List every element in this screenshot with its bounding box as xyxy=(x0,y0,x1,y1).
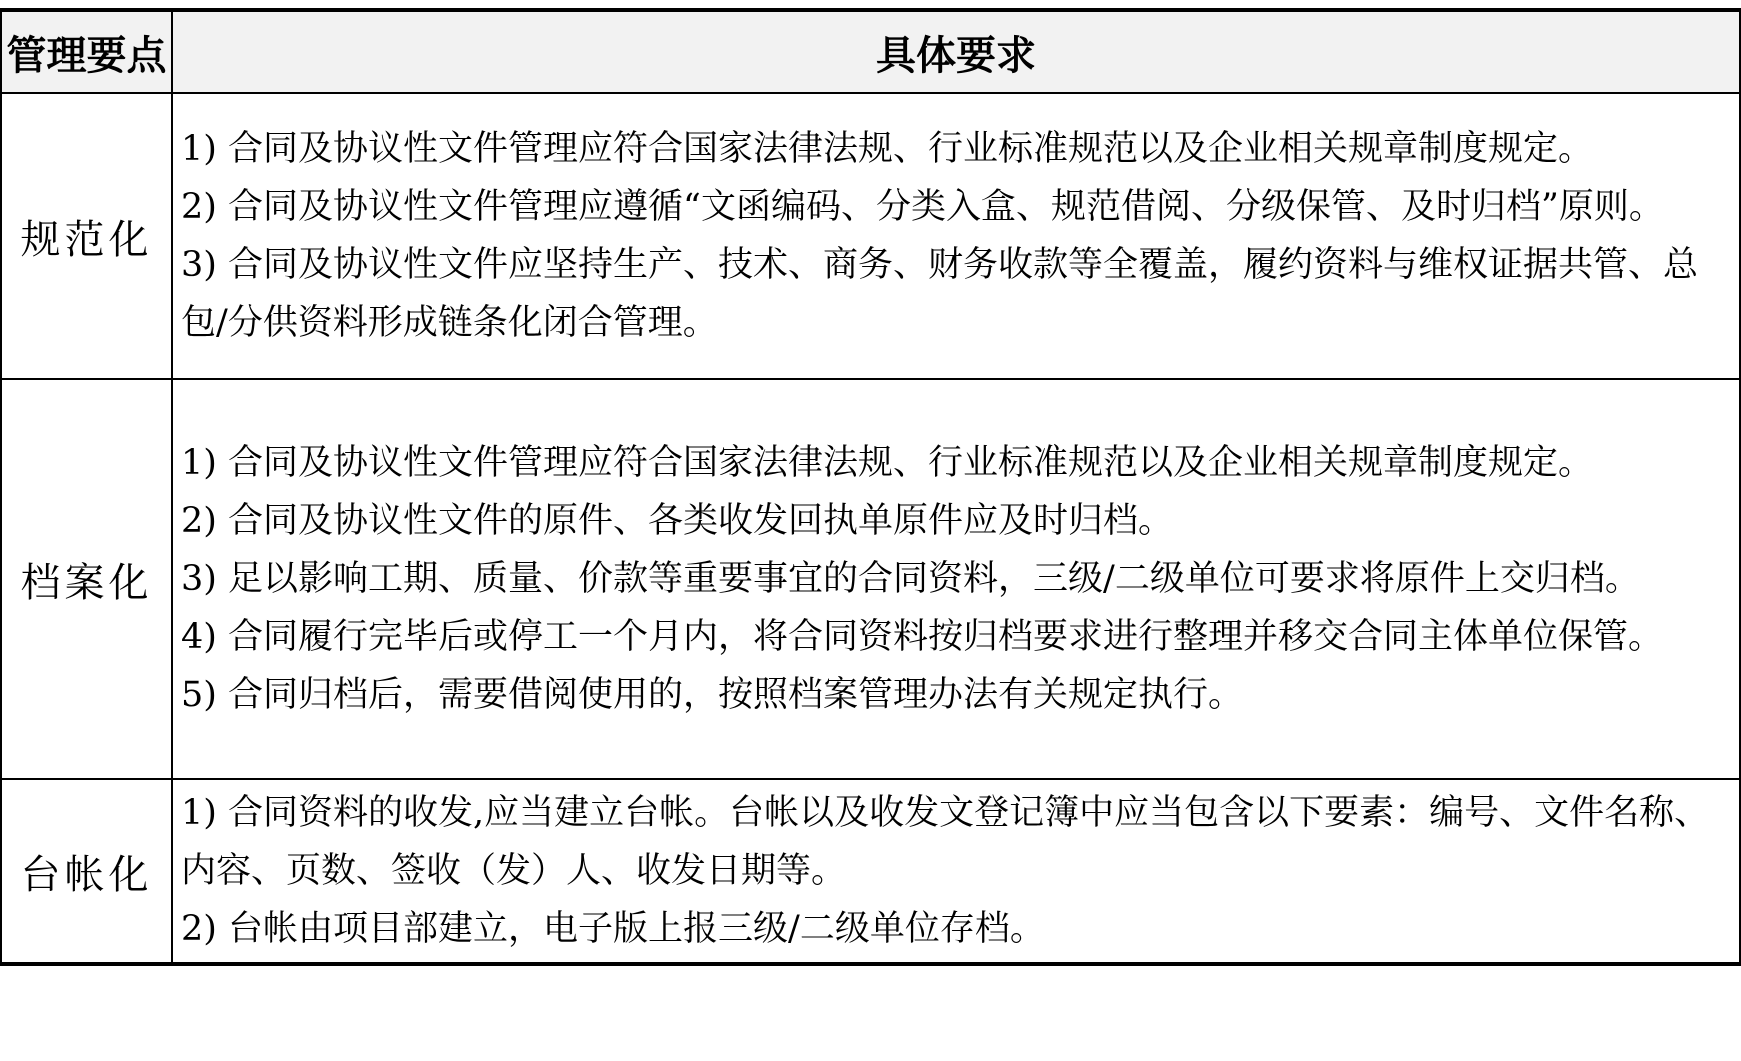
requirement-item: 4) 合同履行完毕后或停工一个月内，将合同资料按归档要求进行整理并移交合同主体单位保管。 xyxy=(181,617,1664,657)
requirement-item: 3) 合同及协议性文件应坚持生产、技术、商务、财务收款等全覆盖，履约资料与维权证据共管、总包/分供资料形成链条化闭合管理。 xyxy=(181,245,1699,343)
requirement-item: 1) 合同及协议性文件管理应符合国家法律法规、行业标准规范以及企业相关规章制度规定。 xyxy=(181,443,1594,483)
category-cell: 台帐化 xyxy=(1,779,172,964)
requirement-item: 2) 合同及协议性文件的原件、各类收发回执单原件应及时归档。 xyxy=(181,501,1174,541)
requirements-cell xyxy=(172,379,1740,779)
requirement-item: 3) 足以影响工期、质量、价款等重要事宜的合同资料，三级/二级单位可要求将原件上交归档。 xyxy=(181,559,1640,599)
requirements-cell xyxy=(172,93,1740,379)
category-cell: 档案化 xyxy=(1,379,172,779)
requirement-item: 1) 合同资料的收发,应当建立台帐。台帐以及收发文登记簿中应当包含以下要素：编号、文件名称、内容、页数、签收（发）人、收发日期等。 xyxy=(181,793,1710,891)
table-row xyxy=(1,379,1740,779)
requirement-item: 5) 合同归档后，需要借阅使用的，按照档案管理办法有关规定执行。 xyxy=(181,675,1244,715)
table-row xyxy=(1,93,1740,379)
table-header-row xyxy=(1,10,1740,93)
header-management-point: 管理要点 xyxy=(1,10,172,93)
requirements-cell xyxy=(172,779,1740,964)
header-specific-requirements: 具体要求 xyxy=(172,10,1740,93)
requirement-item: 2) 合同及协议性文件管理应遵循“文函编码、分类入盒、规范借阅、分级保管、及时归档”原则。 xyxy=(181,187,1664,227)
requirement-item: 2) 台帐由项目部建立，电子版上报三级/二级单位存档。 xyxy=(181,909,1045,949)
requirement-item: 1) 合同及协议性文件管理应符合国家法律法规、行业标准规范以及企业相关规章制度规定。 xyxy=(181,129,1594,169)
table-row xyxy=(1,779,1740,964)
requirements-table xyxy=(0,8,1741,966)
category-cell: 规范化 xyxy=(1,93,172,379)
